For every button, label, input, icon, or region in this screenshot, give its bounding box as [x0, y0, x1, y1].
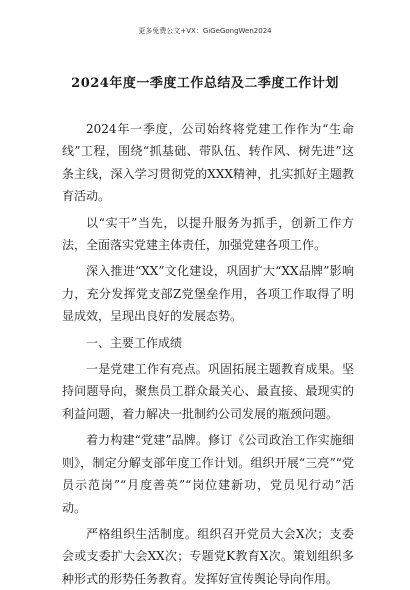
document-body [62, 118, 354, 590]
paragraph-highlight: 一是党建工作有亮点。巩固拓展主题教育成果。坚持问题导向，聚焦员工群众最关心、最直接、最现实的利益问题，着力解决一批制约公司发展的瓶颈问题。 [62, 362, 354, 421]
paragraph-intro: 2024年一季度，公司始终将党建工作作为“生命线”工程，围绕“抓基础、带队伍、转作风、树先进”这条主线，深入学习贯彻党的XXX精神，扎实抓好主题教育活动。 [62, 122, 354, 204]
section-heading: 一、主要工作成绩 [86, 335, 183, 350]
paragraph-brand: 着力构建“党建”品牌。修订《公司政治工作实施细则》，制定分解支部年度工作计划。组织开展“三亮”“党员示范岗”“月度善英”“岗位建新功，党员见行动”活动。 [62, 433, 354, 515]
paragraph-organization: 严格组织生活制度。组织召开党员大会X次；支委会或支委扩大会XX次；专题党K教育X次。策划组织多种形式的形势任务教育。发挥好宣传舆论导向作用。 [62, 526, 354, 586]
header-note: 更多免费公文+VX：GiGeGongWen2024 [138, 27, 272, 35]
document-title: 2024年度一季度工作总结及二季度工作计划 [71, 76, 339, 91]
paragraph-practice: 以“实干”当先，以提升服务为抓手，创新工作方法，全面落实党建主体责任，加强党建各项工作。 [62, 215, 354, 253]
paragraph-culture: 深入推进“XX”文化建设，巩固扩大“XX品牌”影响力，充分发挥党支部Z党堡垒作用，各项工作取得了明显成效，呈现出良好的发展态势。 [62, 264, 354, 324]
